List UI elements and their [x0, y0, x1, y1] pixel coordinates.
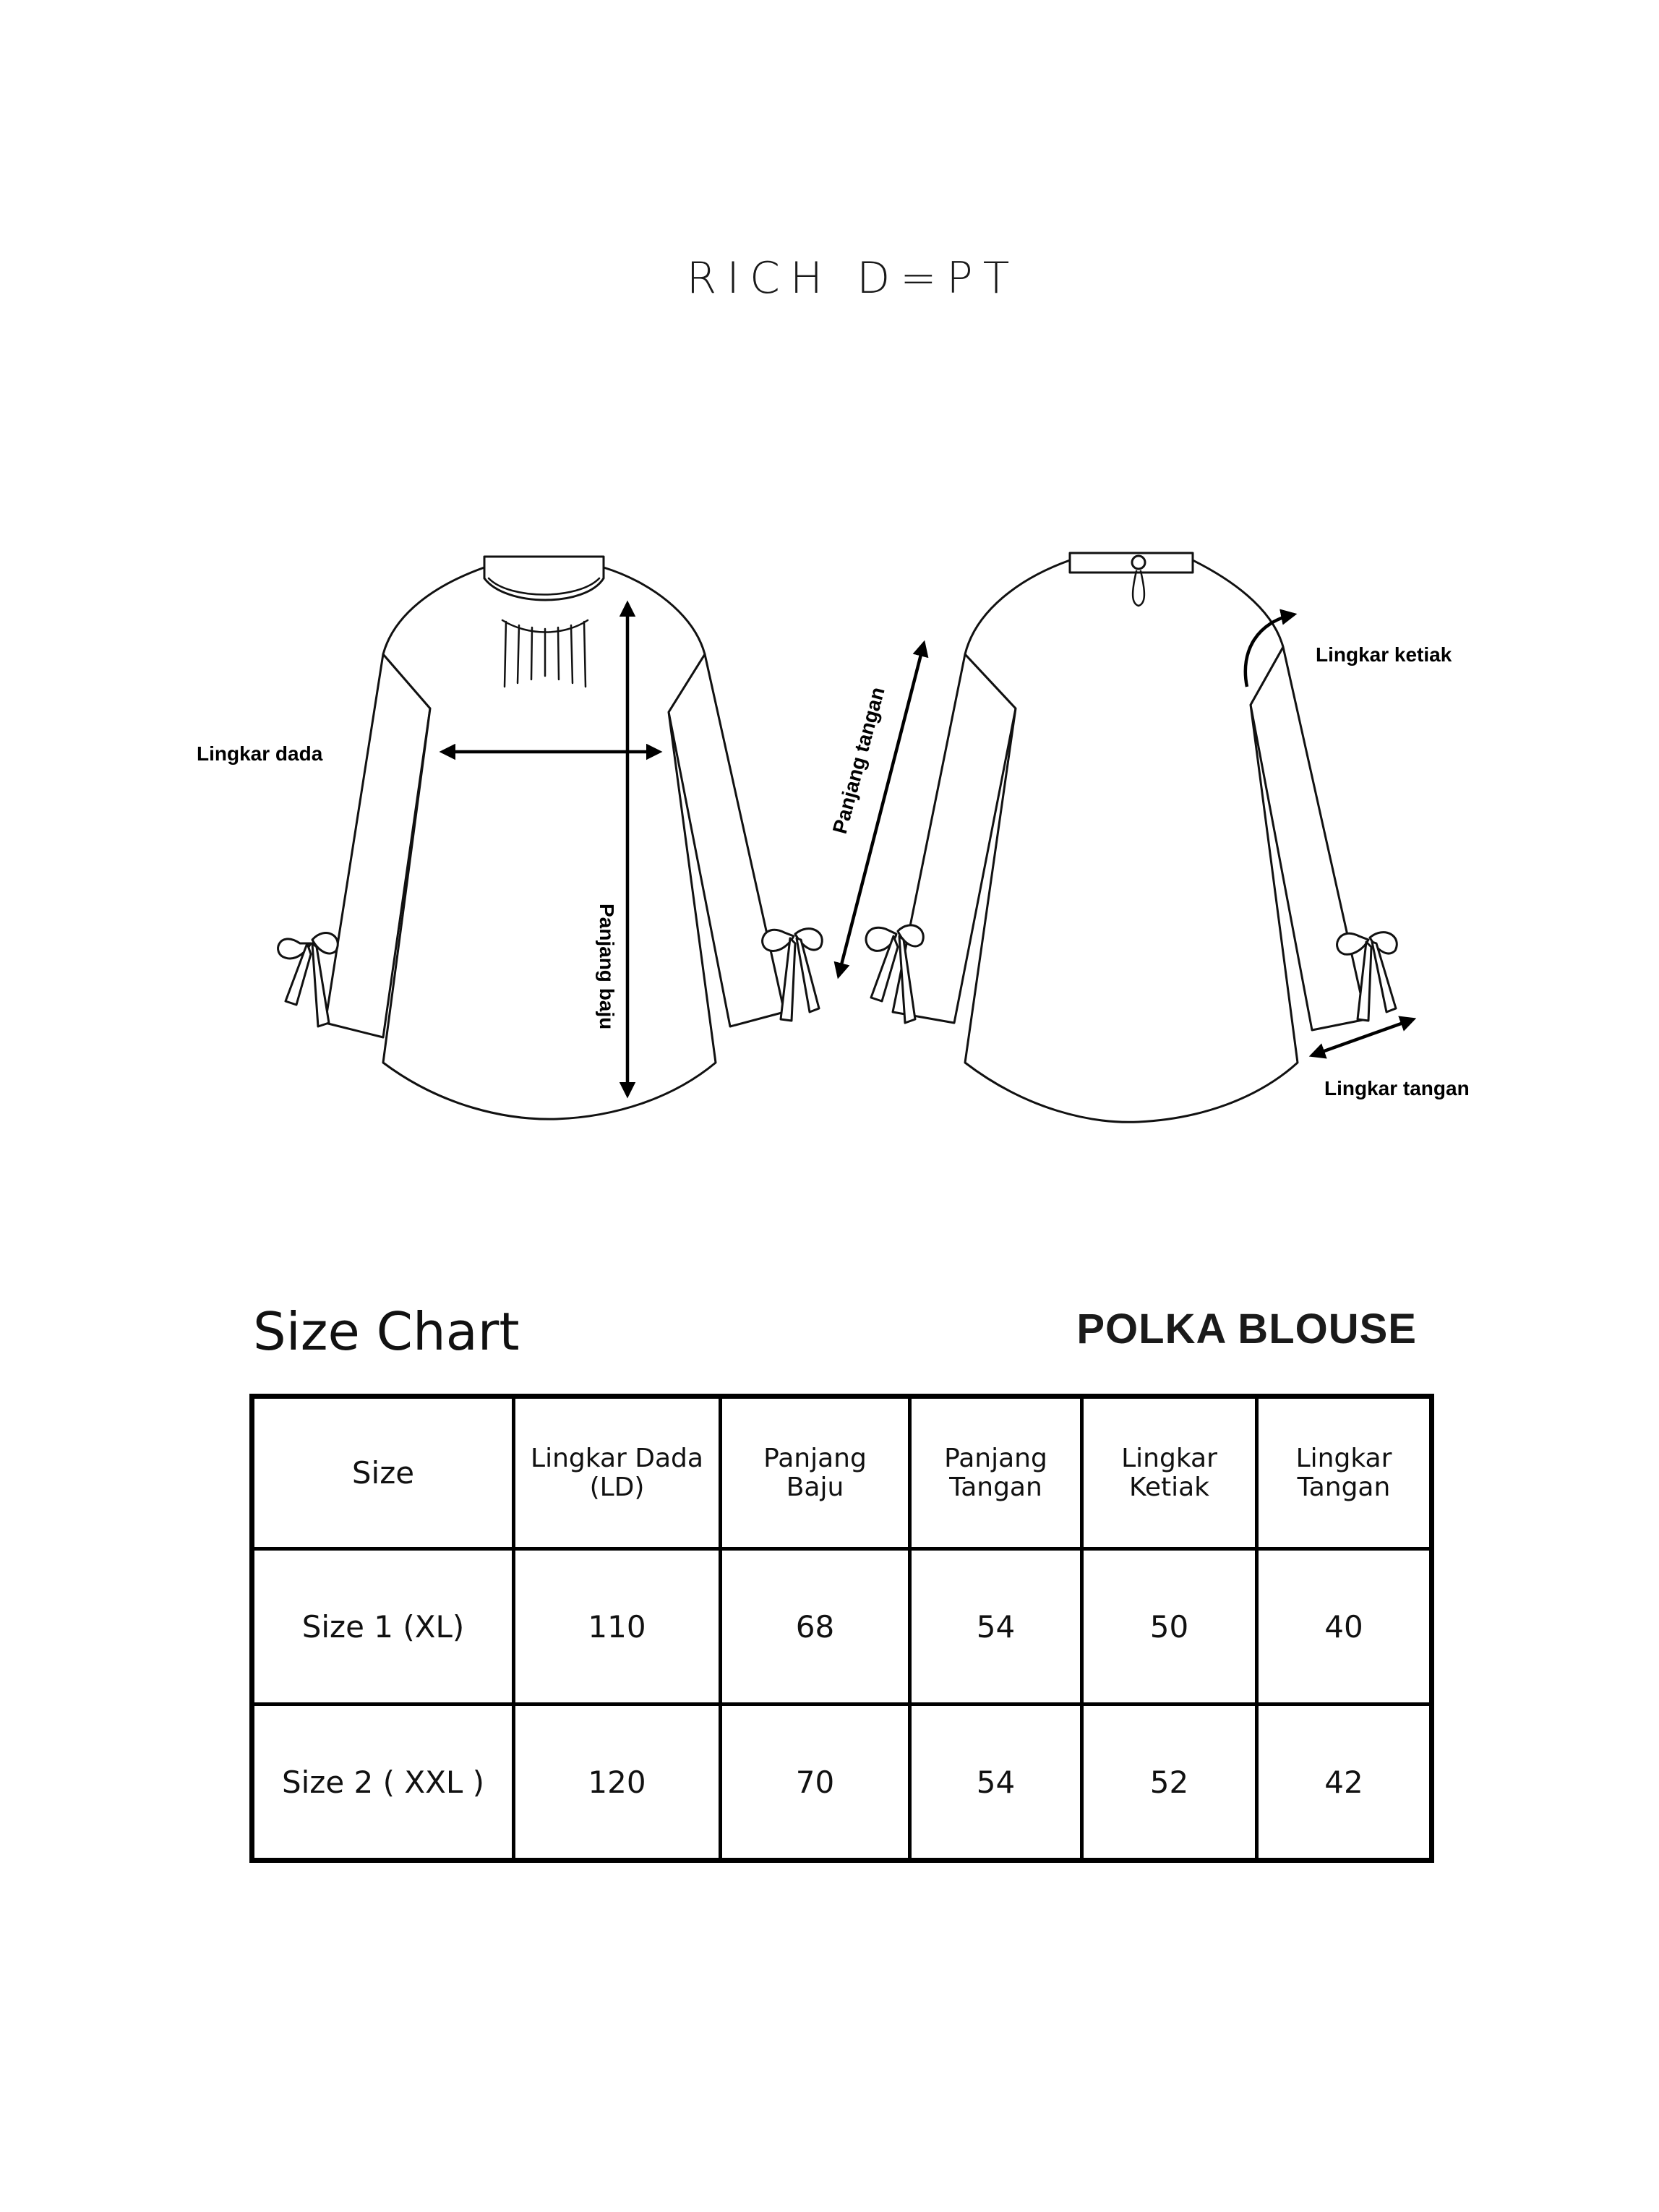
header-line: Baju — [786, 1472, 844, 1502]
brand-logo: RICH D=PT — [686, 253, 1020, 304]
header-line: Tangan — [949, 1472, 1042, 1502]
table-row — [252, 1549, 1432, 1705]
table-row — [252, 1705, 1432, 1861]
front-body — [383, 567, 716, 1119]
table-cell: Size 1 (XL) — [252, 1549, 514, 1705]
product-name: POLKA BLOUSE — [1076, 1306, 1417, 1353]
size-chart-title: Size Chart — [253, 1301, 520, 1362]
header-line: Tangan — [1297, 1472, 1391, 1502]
header-line: Panjang — [944, 1443, 1047, 1473]
header-cell — [721, 1397, 910, 1549]
size-table — [249, 1394, 1434, 1863]
header-line: Lingkar Dada — [531, 1443, 703, 1473]
table-cell: 110 — [514, 1549, 721, 1705]
header-line: Lingkar — [1121, 1443, 1217, 1473]
label-sleeve-length: Panjang tangan — [828, 685, 889, 836]
front-view — [197, 557, 822, 1119]
header-cell — [252, 1397, 514, 1549]
table-cell: Size 2 ( XXL ) — [252, 1705, 514, 1861]
back-body — [965, 560, 1298, 1122]
table-cell: 68 — [721, 1549, 910, 1705]
header-line: Panjang — [763, 1443, 867, 1473]
table-header-row — [252, 1397, 1432, 1549]
back-button — [1132, 556, 1145, 569]
header-line: Size — [351, 1454, 415, 1491]
table-cell: 42 — [1257, 1705, 1432, 1861]
label-body-length: Panjang baju — [596, 904, 618, 1030]
header-cell — [514, 1397, 721, 1549]
label-armhole: Lingkar ketiak — [1316, 643, 1452, 666]
table-cell: 52 — [1082, 1705, 1257, 1861]
table-cell: 54 — [910, 1549, 1082, 1705]
header-cell — [910, 1397, 1082, 1549]
header-cell — [1082, 1397, 1257, 1549]
header-line: Ketiak — [1129, 1472, 1209, 1502]
table-cell: 120 — [514, 1705, 721, 1861]
table-cell: 40 — [1257, 1549, 1432, 1705]
label-cuff: Lingkar tangan — [1324, 1077, 1470, 1099]
back-view — [828, 553, 1470, 1122]
table-cell: 54 — [910, 1705, 1082, 1861]
header-cell — [1257, 1397, 1432, 1549]
table-cell: 70 — [721, 1705, 910, 1861]
table-cell: 50 — [1082, 1549, 1257, 1705]
header-line: (LD) — [589, 1472, 645, 1502]
label-chest: Lingkar dada — [197, 742, 323, 765]
header-line: Lingkar — [1295, 1443, 1392, 1473]
